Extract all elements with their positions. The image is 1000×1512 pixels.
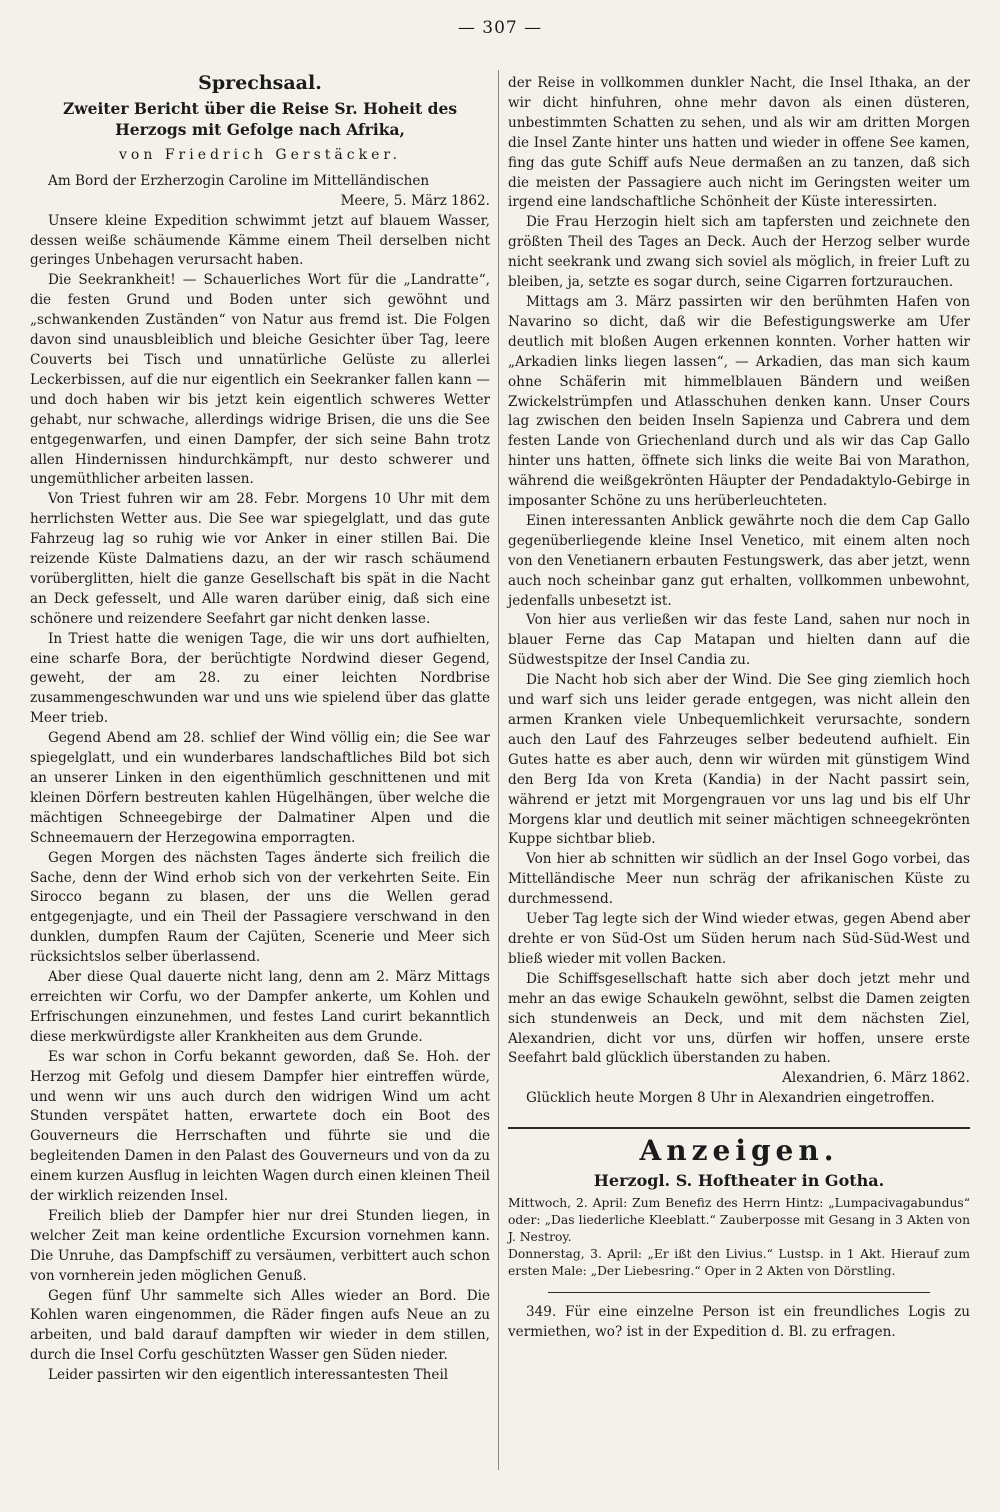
classified-notice: 349. Für eine einzelne Person ist ein freundliches Logis zu vermiethen, wo? ist in der Expedition d. Bl. zu erfragen. [508, 1303, 970, 1340]
paragraph: Unsere kleine Expedition schwimmt jetzt auf blauem Wasser, dessen weiße schäumende Kämme einem Theil derselben nicht geringes Unbehagen verursacht haben. [30, 212, 490, 269]
dateline: Am Bord der Erzherzogin Caroline im Mittelländischen [48, 172, 430, 189]
paragraph: Es war schon in Corfu bekannt geworden, daß Se. Hoh. der Herzog mit Gefolg und diesem Dampfer hier eintreffen würde, und wenn wir uns auch durch den widrigen Wind um acht Stunden verspätet hatten, erwartete doch ein Boot des Gouverneurs die Herrschaften und führte sie und die begleitenden Damen in den Palast des Gouverneurs und von da zu einem kurzen Ausflug in leichten Wagen durch einen kleinen Theil der wirklich reizenden Insel. [30, 1048, 490, 1205]
section-rule [508, 1127, 970, 1129]
paragraph: Die Seekrankheit! — Schauerliches Wort für die „Landratte“, die festen Grund und Boden unter sich gewöhnt und „schwankenden Zuständen“ von Natur aus fremd ist. Die Folgen davon sind unausbleiblich und bleiche Gesichter über Tag, leere Couverts bei Tisch und unnatürliche Gelüste zu allerlei Leckerbissen, auf die nur eigentlich ein Seekranker fallen kann — und doch haben wir bis jetzt kein eigentlich schweres Wetter gehabt, nur schwache, allerdings widrige Brisen, die uns die See entgegenwarfen, und einen Dampfer, der sich seine Bahn trotz allen Hindernissen hindurchkämpft, nur desto schwerer und ungemüthlicher arbeiten lassen. [30, 272, 490, 488]
article-author: von Friedrich Gerstäcker. [119, 146, 401, 163]
paragraph: Die Frau Herzogin hielt sich am tapfersten und zeichnete den größten Theil des Tages an Deck. Auch der Herzog selber wurde nicht seekrank und zwang sich soviel als möglich, in freier Luft zu bleiben, ja, setzte es sogar durch, seine Cigarren fortzurauchen. [508, 214, 970, 291]
page-number: — 307 — [457, 18, 543, 38]
paragraph: Ueber Tag legte sich der Wind wieder etwas, gegen Abend aber drehte er von Süd-Ost um Süden herum nach Süd-Süd-West und bließ wieder mit vollen Backen. [508, 911, 970, 967]
theater-line: Mittwoch, 2. April: Zum Benefiz des Herrn Hintz: „Lumpacivagabundus“ oder: „Das liederliche Kleeblatt.“ Zauberposse mit Gesang in 3 Akten von J. Nestroy. [508, 1195, 970, 1244]
paragraph: In Triest hatte die wenigen Tage, die wir uns dort aufhielten, eine scharfe Bora, der berüchtigte Nordwind dieser Gegend, geweht, der am 28. zu einer leichten Nordbrise zusammengeschwunden war und uns wie spielend über das glatte Meer trieb. [30, 630, 490, 727]
postscript: Glücklich heute Morgen 8 Uhr in Alexandrien eingetroffen. [526, 1090, 935, 1107]
paragraph: Von Triest fuhren wir am 28. Febr. Morgens 10 Uhr mit dem herrlichsten Wetter aus. Die See war spiegelglatt, und das gute Fahrzeug lag so ruhig wie vor Anker in einer stillen Bai. Die reizende Küste Dalmatiens dazu, an der wir rasch schäumend vorüberglitten, hielt die ganze Gesellschaft bis spät in die Nacht an Deck gefesselt, und Alle waren darüber einig, daß sich eine schönere und reizendere Seefahrt gar nicht denken lasse. [30, 491, 490, 627]
paragraph: Freilich blieb der Dampfer hier nur drei Stunden liegen, in welcher Zeit man keine ordentliche Excursion vornehmen kann. Die Unruhe, das Dampfschiff zu versäumen, verbittert auch schon von vornherein jeden möglichen Genuß. [30, 1207, 490, 1284]
paragraph: Gegen fünf Uhr sammelte sich Alles wieder an Bord. Die Kohlen waren eingenommen, die Räder fingen aufs Neue an zu arbeiten, und bald darauf dampften wir wieder in dem stillen, durch die Insel Corfu geschützten Wasser gen Süden nieder. [30, 1287, 490, 1364]
paragraph: Mittags am 3. März passirten wir den berühmten Hafen von Navarino so dicht, daß wir die Befestigungswerke am Ufer deutlich mit bloßen Augen erkennen konnten. Vorher hatten wir „Arkadien links liegen lassen“, — Arkadien, das man sich kaum ohne Schäferin mit himmelblauen Bändern und weißen Zwickelstrümpfen und Atlasschuhen denken kann. Unser Cours lag zwischen den beiden Inseln Sapienza und Cabrera und dem festen Lande von Griechenland durch und als wir das Cap Gallo hinter uns hatten, öffnete sich links die weite Bai von Marathon, während die weißgekrönten Häupter der Pendadaktylo-Gebirge in imposanter Schöne zu uns herüberleuchteten. [508, 293, 970, 510]
dateline-date: Meere, 5. März 1862. [340, 192, 490, 209]
paragraph: Einen interessanten Anblick gewährte noch die dem Cap Gallo gegenüberliegende kleine Insel Venetico, mit einem alten noch von den Venetianern erbauten Festungswerk, das aber jetzt, wenn auch noch scheinbar ganz gut erhalten, vollkommen unbewohnt, jedenfalls unbesetzt ist. [508, 512, 970, 609]
ads-title: Anzeigen. [639, 1134, 839, 1168]
article-title: Zweiter Bericht über die Reise Sr. Hoheit des Herzogs mit Gefolge nach Afrika, [62, 98, 458, 139]
paragraph: Die Schiffsgesellschaft hatte sich aber doch jetzt mehr und mehr an das ewige Schaukeln gewöhnt, selbst die Damen zeigten sich stundenweis an Deck, und mit dem nächsten Ziel, Alexandrien, dicht vor uns, dürfen wir hoffen, unsere erste Seefahrt bald glücklich überstanden zu haben. [508, 970, 970, 1067]
paragraph: Aber diese Qual dauerte nicht lang, denn am 2. März Mittags erreichten wir Corfu, wo der Dampfer ankerte, um Kohlen und Erfrischungen einzunehmen, und festes Land curirt bekanntlich diese merkwürdigste aller Krankheiten aus dem Grunde. [30, 969, 490, 1045]
right-column [508, 74, 970, 1343]
section-title: Sprechsaal. [198, 72, 322, 94]
theater-title: Herzogl. S. Hoftheater in Gotha. [593, 1171, 885, 1191]
theater-line: Donnerstag, 3. April: „Er ißt den Livius.“ Lustsp. in 1 Akt. Hierauf zum ersten Male: „Der Liebesring.“ Oper in 2 Akten von Dörstling. [508, 1246, 970, 1278]
paragraph: Von hier aus verließen wir das feste Land, sahen nur noch in blauer Ferne das Cap Matapan und hielten dann auf die Südwestspitze der Insel Candia zu. [508, 612, 970, 669]
left-column [30, 74, 490, 1386]
paragraph: Leider passirten wir den eigentlich interessantesten Theil [48, 1367, 449, 1384]
signoff: Alexandrien, 6. März 1862. [782, 1070, 970, 1087]
theater-program [508, 1195, 970, 1280]
paragraph: Von hier ab schnitten wir südlich an der Insel Gogo vorbei, das Mittelländische Meer nun schräg der afrikanischen Küste zu durchmessend. [508, 851, 970, 908]
paragraph: Die Nacht hob sich aber der Wind. Die See ging ziemlich hoch und warf sich uns leider gerade entgegen, was nicht allein den armen Kranken viele Unbequemlichkeit verursachte, sondern auch den Lauf des Fahrzeuges selber bedeutend aufhielt. Ein Gutes hatte es aber auch, denn wir würden mit günstigem Wind den Berg Ida von Kreta (Kandia) in der Nacht passirt sein, während er jetzt mit Morgengrauen vor uns lag und bis elf Uhr Morgens klar und deutlich mit seiner mächtigen schneegekrönten Kuppe sichtbar blieb. [508, 672, 970, 848]
column-divider [498, 70, 499, 1470]
paragraph: Gegend Abend am 28. schlief der Wind völlig ein; die See war spiegelglatt, und ein wunderbares landschaftliches Bild bot sich an unserer Linken in den eigenthümlich geschnittenen und mit kleinen Dörfern bestreuten kahlen Hügelhängen, über welche die mächtigen Schneegebirge der Dalmatiner Alpen und die Schneemauern der Herzegowina emporragten. [30, 730, 490, 846]
ad-rule [548, 1292, 930, 1293]
paragraph: der Reise in vollkommen dunkler Nacht, die Insel Ithaka, an der wir dicht hinfuhren, ohne mehr davon als einen düsteren, unbestimmten Schatten zu sehen, und als wir am dritten Morgen die Insel Zante hinter uns hatten und wieder in offene See kamen, fing das gute Schiff aufs Neue dermaßen an zu tanzen, daß sich die meisten der Passagiere auch nicht im Geringsten weiter um irgend eine landschaftliche Schönheit der Küste interessirten. [508, 75, 970, 211]
paragraph: Gegen Morgen des nächsten Tages änderte sich freilich die Sache, denn der Wind erhob sich von der verkehrten Seite. Ein Sirocco begann zu blasen, der uns die Wellen gerad entgegenjagte, und ein Theil der Passagiere verschwand in den dunklen, dumpfen Raum der Cajüten, Scenerie und Meer sich rücksichtslos selber überlassend. [30, 849, 490, 966]
